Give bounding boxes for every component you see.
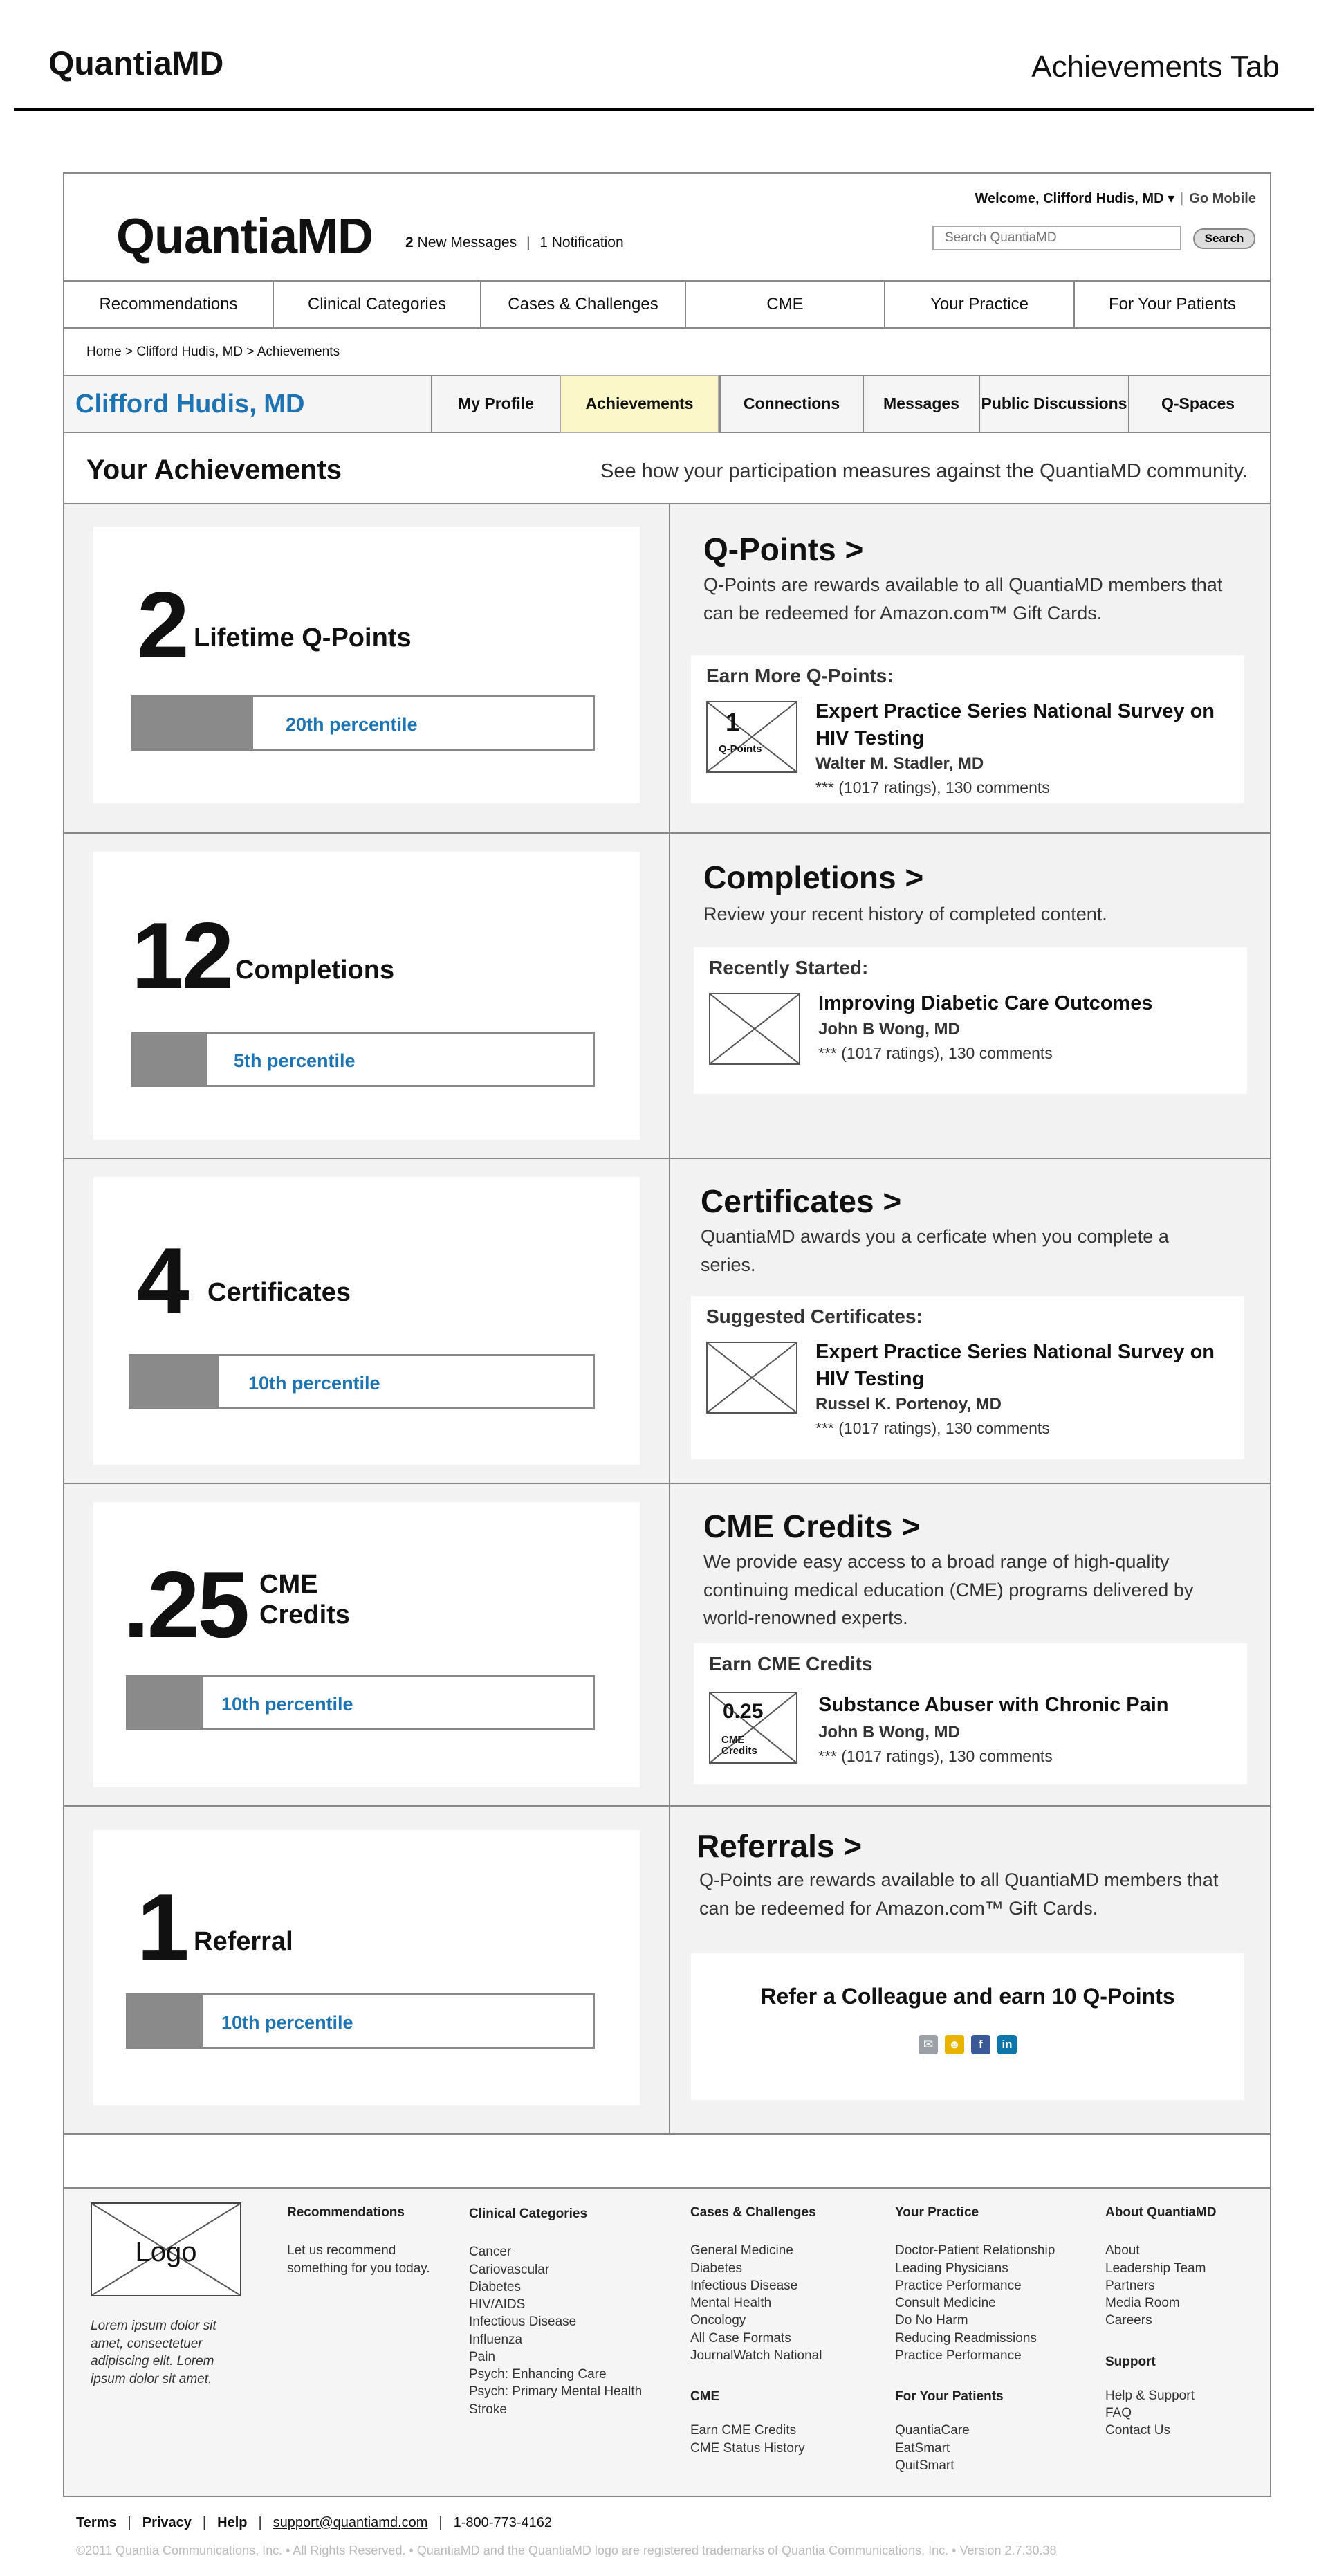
cme-number: .25 bbox=[123, 1552, 248, 1657]
certificates-number: 4 bbox=[137, 1228, 187, 1333]
footer-link[interactable]: Leading Physicians bbox=[895, 2260, 1008, 2276]
site-footer bbox=[64, 2187, 1270, 2496]
footer-recommendations: Recommendations Let us recommend something for you today. bbox=[287, 2205, 430, 2276]
footer-link[interactable]: Diabetes bbox=[690, 2260, 742, 2276]
main-nav bbox=[64, 280, 1270, 329]
certificates-label: Certificates bbox=[208, 1278, 351, 1307]
footer-link[interactable]: JournalWatch National bbox=[690, 2348, 822, 2363]
referral-number: 1 bbox=[137, 1874, 187, 1980]
certificates-item-title[interactable]: Expert Practice Series National Survey on HIV Testing bbox=[815, 1341, 1215, 1391]
footer-logo: Logo bbox=[91, 2202, 241, 2296]
certificates-stat-card bbox=[93, 1177, 640, 1465]
certificates-title[interactable]: Certificates > bbox=[701, 1183, 902, 1219]
footer-link[interactable]: Help & Support bbox=[1105, 2388, 1195, 2403]
footer-link[interactable]: HIV/AIDS bbox=[469, 2297, 526, 2312]
share-icons bbox=[691, 2035, 1244, 2054]
certificates-row bbox=[64, 1159, 1270, 1484]
breadcrumb[interactable]: Home > Clifford Hudis, MD > Achievements bbox=[86, 345, 340, 359]
footer-link[interactable]: General Medicine bbox=[690, 2243, 793, 2258]
footer-about: About QuantiaMD About Leadership Team Partners Media Room Careers Support Help & Support FAQ Contact Us bbox=[1105, 2204, 1257, 2440]
qpoints-stat-card bbox=[93, 527, 640, 803]
notifications-link[interactable]: 1 Notification bbox=[540, 235, 624, 250]
completions-label: Completions bbox=[235, 956, 395, 985]
footer-link[interactable]: Cariovascular bbox=[469, 2262, 550, 2277]
nav-clinical-categories[interactable]: Clinical Categories bbox=[274, 282, 481, 327]
suggested-certificates-card bbox=[691, 1296, 1244, 1459]
footer-link[interactable]: Stroke bbox=[469, 2402, 507, 2417]
tab-q-spaces[interactable]: Q-Spaces bbox=[1128, 376, 1266, 432]
footer-link[interactable]: Pain bbox=[469, 2349, 496, 2364]
footer-link[interactable]: Reducing Readmissions bbox=[895, 2330, 1037, 2346]
qpoints-percentile-bar bbox=[131, 695, 595, 751]
completions-number: 12 bbox=[131, 903, 232, 1008]
document-header bbox=[14, 0, 1314, 111]
percentile-fill bbox=[133, 1034, 207, 1085]
referrals-description: Q-Points are rewards available to all QuantiaMD members that can be redeemed for Amazon.com™ Gift Cards. bbox=[699, 1870, 1219, 1919]
footer-clinical-categories: Clinical Categories Cancer Cariovascular Diabetes HIV/AIDS Infectious Disease Influenza Pain Psych: Enhancing Care Psych: Primary Mental Health Stroke bbox=[469, 2205, 676, 2418]
cme-percentile: 10th percentile bbox=[221, 1694, 353, 1715]
refer-colleague-link[interactable]: Refer a Colleague and earn 10 Q-Points bbox=[760, 1984, 1175, 2009]
column-divider bbox=[669, 834, 670, 1158]
footer-link[interactable]: Practice Performance bbox=[895, 2278, 1022, 2293]
completions-title[interactable]: Completions > bbox=[703, 859, 924, 895]
facebook-icon[interactable]: f bbox=[971, 2035, 990, 2054]
message-summary: 2 New Messages | 1 Notification bbox=[405, 235, 624, 250]
cme-credits-row bbox=[64, 1484, 1270, 1807]
terms-link[interactable]: Terms bbox=[76, 2515, 117, 2530]
percentile-fill bbox=[128, 1995, 203, 2047]
linkedin-icon[interactable]: in bbox=[997, 2035, 1017, 2054]
help-link[interactable]: Help bbox=[217, 2515, 248, 2530]
earn-cme-card bbox=[694, 1643, 1247, 1784]
referral-label: Referral bbox=[194, 1927, 293, 1956]
completions-description: Review your recent history of completed content. bbox=[703, 904, 1107, 924]
cme-card-title: Earn CME Credits bbox=[709, 1653, 873, 1674]
footer-lorem: Lorem ipsum dolor sit amet, consectetuer adipiscing elit. Lorem ipsum dolor sit amet. bbox=[91, 2319, 216, 2386]
footer-link[interactable]: Leadership Team bbox=[1105, 2260, 1206, 2276]
certificates-description: QuantiaMD awards you a cerficate when you complete a series. bbox=[701, 1226, 1169, 1275]
tab-my-profile[interactable]: My Profile bbox=[431, 376, 560, 432]
column-divider bbox=[669, 1159, 670, 1483]
cme-label: CME Credits bbox=[259, 1570, 350, 1629]
placeholder-image-icon bbox=[708, 702, 796, 771]
welcome-bar: Welcome, Clifford Hudis, MD ▾ | Go Mobile bbox=[975, 191, 1256, 206]
user-menu[interactable]: Welcome, Clifford Hudis, MD ▾ bbox=[975, 191, 1175, 206]
certificates-card-title: Suggested Certificates: bbox=[706, 1306, 923, 1327]
site-logo[interactable]: QuantiaMD bbox=[116, 209, 374, 264]
footer-link[interactable]: Influenza bbox=[469, 2332, 523, 2347]
cme-thumbnail[interactable]: 0.25 CME Credits bbox=[709, 1692, 797, 1764]
column-divider bbox=[669, 504, 670, 832]
cme-stat-card bbox=[93, 1502, 640, 1787]
messages-count: 2 bbox=[405, 235, 414, 250]
footer-link[interactable]: Psych: Enhancing Care bbox=[469, 2367, 607, 2382]
footer-link[interactable]: CME Status History bbox=[690, 2440, 805, 2456]
certificates-percentile-bar bbox=[129, 1354, 595, 1409]
achievement-rows bbox=[64, 503, 1270, 2135]
column-divider bbox=[669, 1807, 670, 2133]
qpoints-percentile: 20th percentile bbox=[286, 714, 418, 735]
cme-title[interactable]: CME Credits > bbox=[703, 1508, 921, 1544]
achievements-heading: Your Achievements bbox=[86, 455, 342, 485]
support-email-link[interactable]: support@quantiamd.com bbox=[273, 2515, 428, 2530]
recently-started-card bbox=[694, 947, 1247, 1094]
footer-link[interactable]: Media Room bbox=[1105, 2296, 1180, 2311]
support-phone: 1-800-773-4162 bbox=[453, 2515, 552, 2530]
completions-row bbox=[64, 834, 1270, 1159]
search-button[interactable]: Search bbox=[1193, 228, 1255, 249]
qpoints-title[interactable]: Q-Points > bbox=[703, 531, 864, 567]
footer-link[interactable]: Psych: Primary Mental Health bbox=[469, 2384, 643, 2400]
footer-link[interactable]: All Case Formats bbox=[690, 2330, 791, 2346]
tab-public-discussions[interactable]: Public Discussions bbox=[979, 376, 1128, 432]
nav-your-practice[interactable]: Your Practice bbox=[885, 282, 1075, 327]
footer-link[interactable]: QuantiaCare bbox=[895, 2423, 970, 2438]
cme-item-meta: John B Wong, MD *** (1017 ratings), 130 comments bbox=[818, 1723, 1053, 1765]
qpoints-label: Lifetime Q-Points bbox=[194, 623, 412, 652]
go-mobile-link[interactable]: Go Mobile bbox=[1189, 191, 1256, 206]
percentile-fill bbox=[133, 697, 253, 749]
completions-thumbnail[interactable] bbox=[709, 993, 800, 1065]
aim-icon[interactable]: ☻ bbox=[945, 2035, 964, 2054]
tab-achievements[interactable]: Achievements bbox=[560, 375, 719, 433]
certificates-item-meta: Russel K. Portenoy, MD *** (1017 ratings), 130 comments bbox=[815, 1395, 1050, 1437]
email-icon[interactable]: ✉ bbox=[919, 2035, 938, 2054]
footer-link[interactable]: EatSmart bbox=[895, 2440, 950, 2456]
document-tab-title: Achievements Tab bbox=[1031, 50, 1280, 84]
certificates-percentile: 10th percentile bbox=[248, 1373, 380, 1394]
completions-card-title: Recently Started: bbox=[709, 957, 869, 978]
referral-percentile: 10th percentile bbox=[221, 2012, 353, 2033]
completions-percentile: 5th percentile bbox=[234, 1050, 356, 1071]
referrals-title[interactable]: Referrals > bbox=[697, 1828, 863, 1864]
qpoints-thumbnail[interactable]: 1 Q-Points bbox=[706, 701, 797, 773]
qpoints-number: 2 bbox=[137, 572, 187, 677]
qpoints-description: Q-Points are rewards available to all QuantiaMD members that can be redeemed for Amazon.com™ Gift Cards. bbox=[703, 574, 1223, 623]
referral-percentile-bar bbox=[126, 1993, 595, 2049]
qpoints-card-title: Earn More Q-Points: bbox=[706, 665, 894, 686]
profile-bar bbox=[64, 375, 1270, 433]
profile-tabs bbox=[431, 376, 1266, 432]
footer-link[interactable]: Cancer bbox=[469, 2245, 512, 2260]
qpoints-item-title[interactable]: Expert Practice Series National Survey on HIV Testing bbox=[815, 700, 1215, 750]
footer-link[interactable]: FAQ bbox=[1105, 2406, 1132, 2421]
page-frame bbox=[63, 172, 1271, 2497]
completions-item-meta: John B Wong, MD *** (1017 ratings), 130 comments bbox=[818, 1020, 1053, 1062]
achievements-subheading: See how your participation measures against the QuantiaMD community. bbox=[600, 460, 1248, 482]
completions-percentile-bar bbox=[131, 1032, 595, 1087]
footer-link[interactable]: Earn CME Credits bbox=[690, 2423, 797, 2438]
referral-stat-card bbox=[93, 1830, 640, 2105]
qpoints-earn-card bbox=[691, 655, 1244, 803]
footer-link[interactable]: Mental Health bbox=[690, 2296, 772, 2311]
refer-colleague-card bbox=[691, 1953, 1244, 2100]
placeholder-image-icon bbox=[708, 1343, 796, 1412]
nav-for-your-patients[interactable]: For Your Patients bbox=[1108, 295, 1237, 313]
footer-link[interactable]: Doctor-Patient Relationship bbox=[895, 2243, 1055, 2258]
bottom-links: Terms | Privacy | Help | support@quantiamd.com | 1-800-773-4162 bbox=[76, 2515, 552, 2530]
column-divider bbox=[669, 1484, 670, 1805]
tab-connections[interactable]: Connections bbox=[719, 376, 863, 432]
footer-link[interactable]: Consult Medicine bbox=[895, 2296, 996, 2311]
qpoints-row bbox=[64, 504, 1270, 834]
footer-link[interactable]: Partners bbox=[1105, 2278, 1155, 2293]
footer-link[interactable]: Infectious Disease bbox=[469, 2314, 577, 2330]
certificates-thumbnail[interactable] bbox=[706, 1342, 797, 1414]
cme-percentile-bar bbox=[126, 1675, 595, 1730]
footer-link[interactable]: Contact Us bbox=[1105, 2423, 1170, 2438]
footer-link[interactable]: Oncology bbox=[690, 2313, 746, 2328]
qpoints-item-meta: Walter M. Stadler, MD *** (1017 ratings), 130 comments bbox=[815, 754, 1050, 796]
footer-link[interactable]: Careers bbox=[1105, 2313, 1152, 2328]
nav-cme[interactable]: CME bbox=[686, 282, 885, 327]
percentile-fill bbox=[131, 1356, 219, 1407]
footer-your-practice: Your Practice Doctor-Patient Relationship Leading Physicians Practice Performance Consult Medicine Do No Harm Reducing Readmissions Practice Performance For Your Patients QuantiaCare EatSmart QuitSmart bbox=[895, 2204, 1082, 2474]
footer-link[interactable]: About bbox=[1105, 2243, 1140, 2258]
footer-link[interactable]: Do No Harm bbox=[895, 2313, 968, 2328]
footer-cases-challenges: Cases & Challenges General Medicine Diabetes Infectious Disease Mental Health Oncology All Case Formats JournalWatch National CME Earn CME Credits CME Status History bbox=[690, 2204, 870, 2457]
referrals-row bbox=[64, 1807, 1270, 2135]
tab-messages[interactable]: Messages bbox=[863, 376, 979, 432]
cme-item-title[interactable]: Substance Abuser with Chronic Pain bbox=[818, 1694, 1169, 1716]
profile-name: Clifford Hudis, MD bbox=[75, 390, 305, 419]
messages-link[interactable]: New Messages bbox=[417, 235, 517, 250]
footer-link[interactable]: Diabetes bbox=[469, 2279, 521, 2294]
nav-cases-challenges[interactable]: Cases & Challenges bbox=[481, 282, 686, 327]
footer-link[interactable]: Infectious Disease bbox=[690, 2278, 798, 2293]
copyright: ©2011 Quantia Communications, Inc. • All Rights Reserved. • QuantiaMD and the QuantiaMD logo are registered trademarks of Quantia Communications, Inc. • Version 2.7.30.38 bbox=[76, 2543, 1057, 2557]
completions-item-title[interactable]: Improving Diabetic Care Outcomes bbox=[818, 992, 1153, 1014]
percentile-fill bbox=[128, 1677, 203, 1728]
cme-description: We provide easy access to a broad range of high-quality continuing medical education (CME) programs delivered by world-renowned experts. bbox=[703, 1551, 1194, 1628]
nav-recommendations[interactable]: Recommendations bbox=[64, 282, 274, 327]
footer-link[interactable]: Practice Performance bbox=[895, 2348, 1022, 2363]
placeholder-image-icon bbox=[710, 994, 799, 1063]
document-brand: QuantiaMD bbox=[48, 46, 224, 82]
search-input[interactable] bbox=[932, 226, 1181, 250]
completions-stat-card bbox=[93, 852, 640, 1140]
privacy-link[interactable]: Privacy bbox=[142, 2515, 192, 2530]
footer-link[interactable]: QuitSmart bbox=[895, 2458, 954, 2473]
